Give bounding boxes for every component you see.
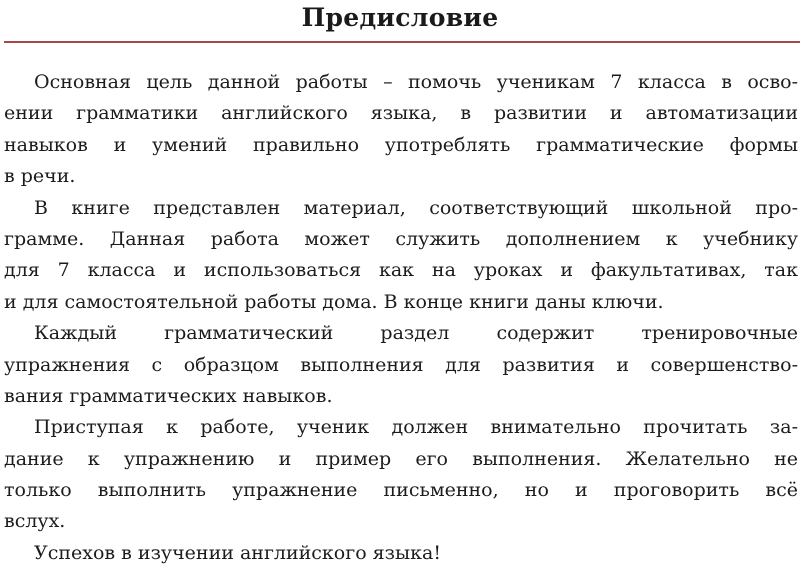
text-line: упражнения с образцом выполнения для развития и совершенство-: [4, 353, 798, 376]
body-text: [4, 67, 798, 569]
paragraph-1: [4, 67, 798, 193]
text-line: навыков и умений правильно употреблять грамматические формы: [4, 133, 798, 156]
text-line: вания грамматических навыков.: [4, 384, 333, 407]
paragraph-4: [4, 412, 798, 538]
paragraph-3: [4, 318, 798, 412]
text-line: в речи.: [4, 165, 76, 188]
text-line: В книге представлен материал, соответствующий школьной про-: [34, 196, 798, 219]
paragraph-5: [4, 538, 798, 569]
paragraph-2: [4, 193, 798, 319]
text-line: ении грамматики английского языка, в развитии и автоматизации: [4, 102, 798, 125]
text-line: дание к упражнению и пример его выполнения. Желательно не: [4, 447, 798, 470]
text-line: Приступая к работе, ученик должен внимательно прочитать за-: [34, 416, 798, 439]
title-divider: [4, 41, 800, 43]
text-line: Основная цель данной работы – помочь ученикам 7 класса в осво-: [34, 71, 798, 93]
text-line: для 7 класса и использоваться как на уроках и факультативах, так: [4, 259, 798, 282]
text-line: грамме. Данная работа может служить дополнением к учебнику: [4, 227, 798, 250]
page-title: Предисловие: [301, 3, 499, 32]
text-line: Успехов в изучении английского языка!: [34, 541, 441, 564]
text-line: вслух.: [4, 510, 66, 533]
text-line: Каждый грамматический раздел содержит тренировочные: [34, 322, 798, 345]
text-line: и для самостоятельной работы дома. В конце книги даны ключи.: [4, 290, 664, 313]
text-line: только выполнить упражнение письменно, но и проговорить всё: [4, 479, 798, 502]
